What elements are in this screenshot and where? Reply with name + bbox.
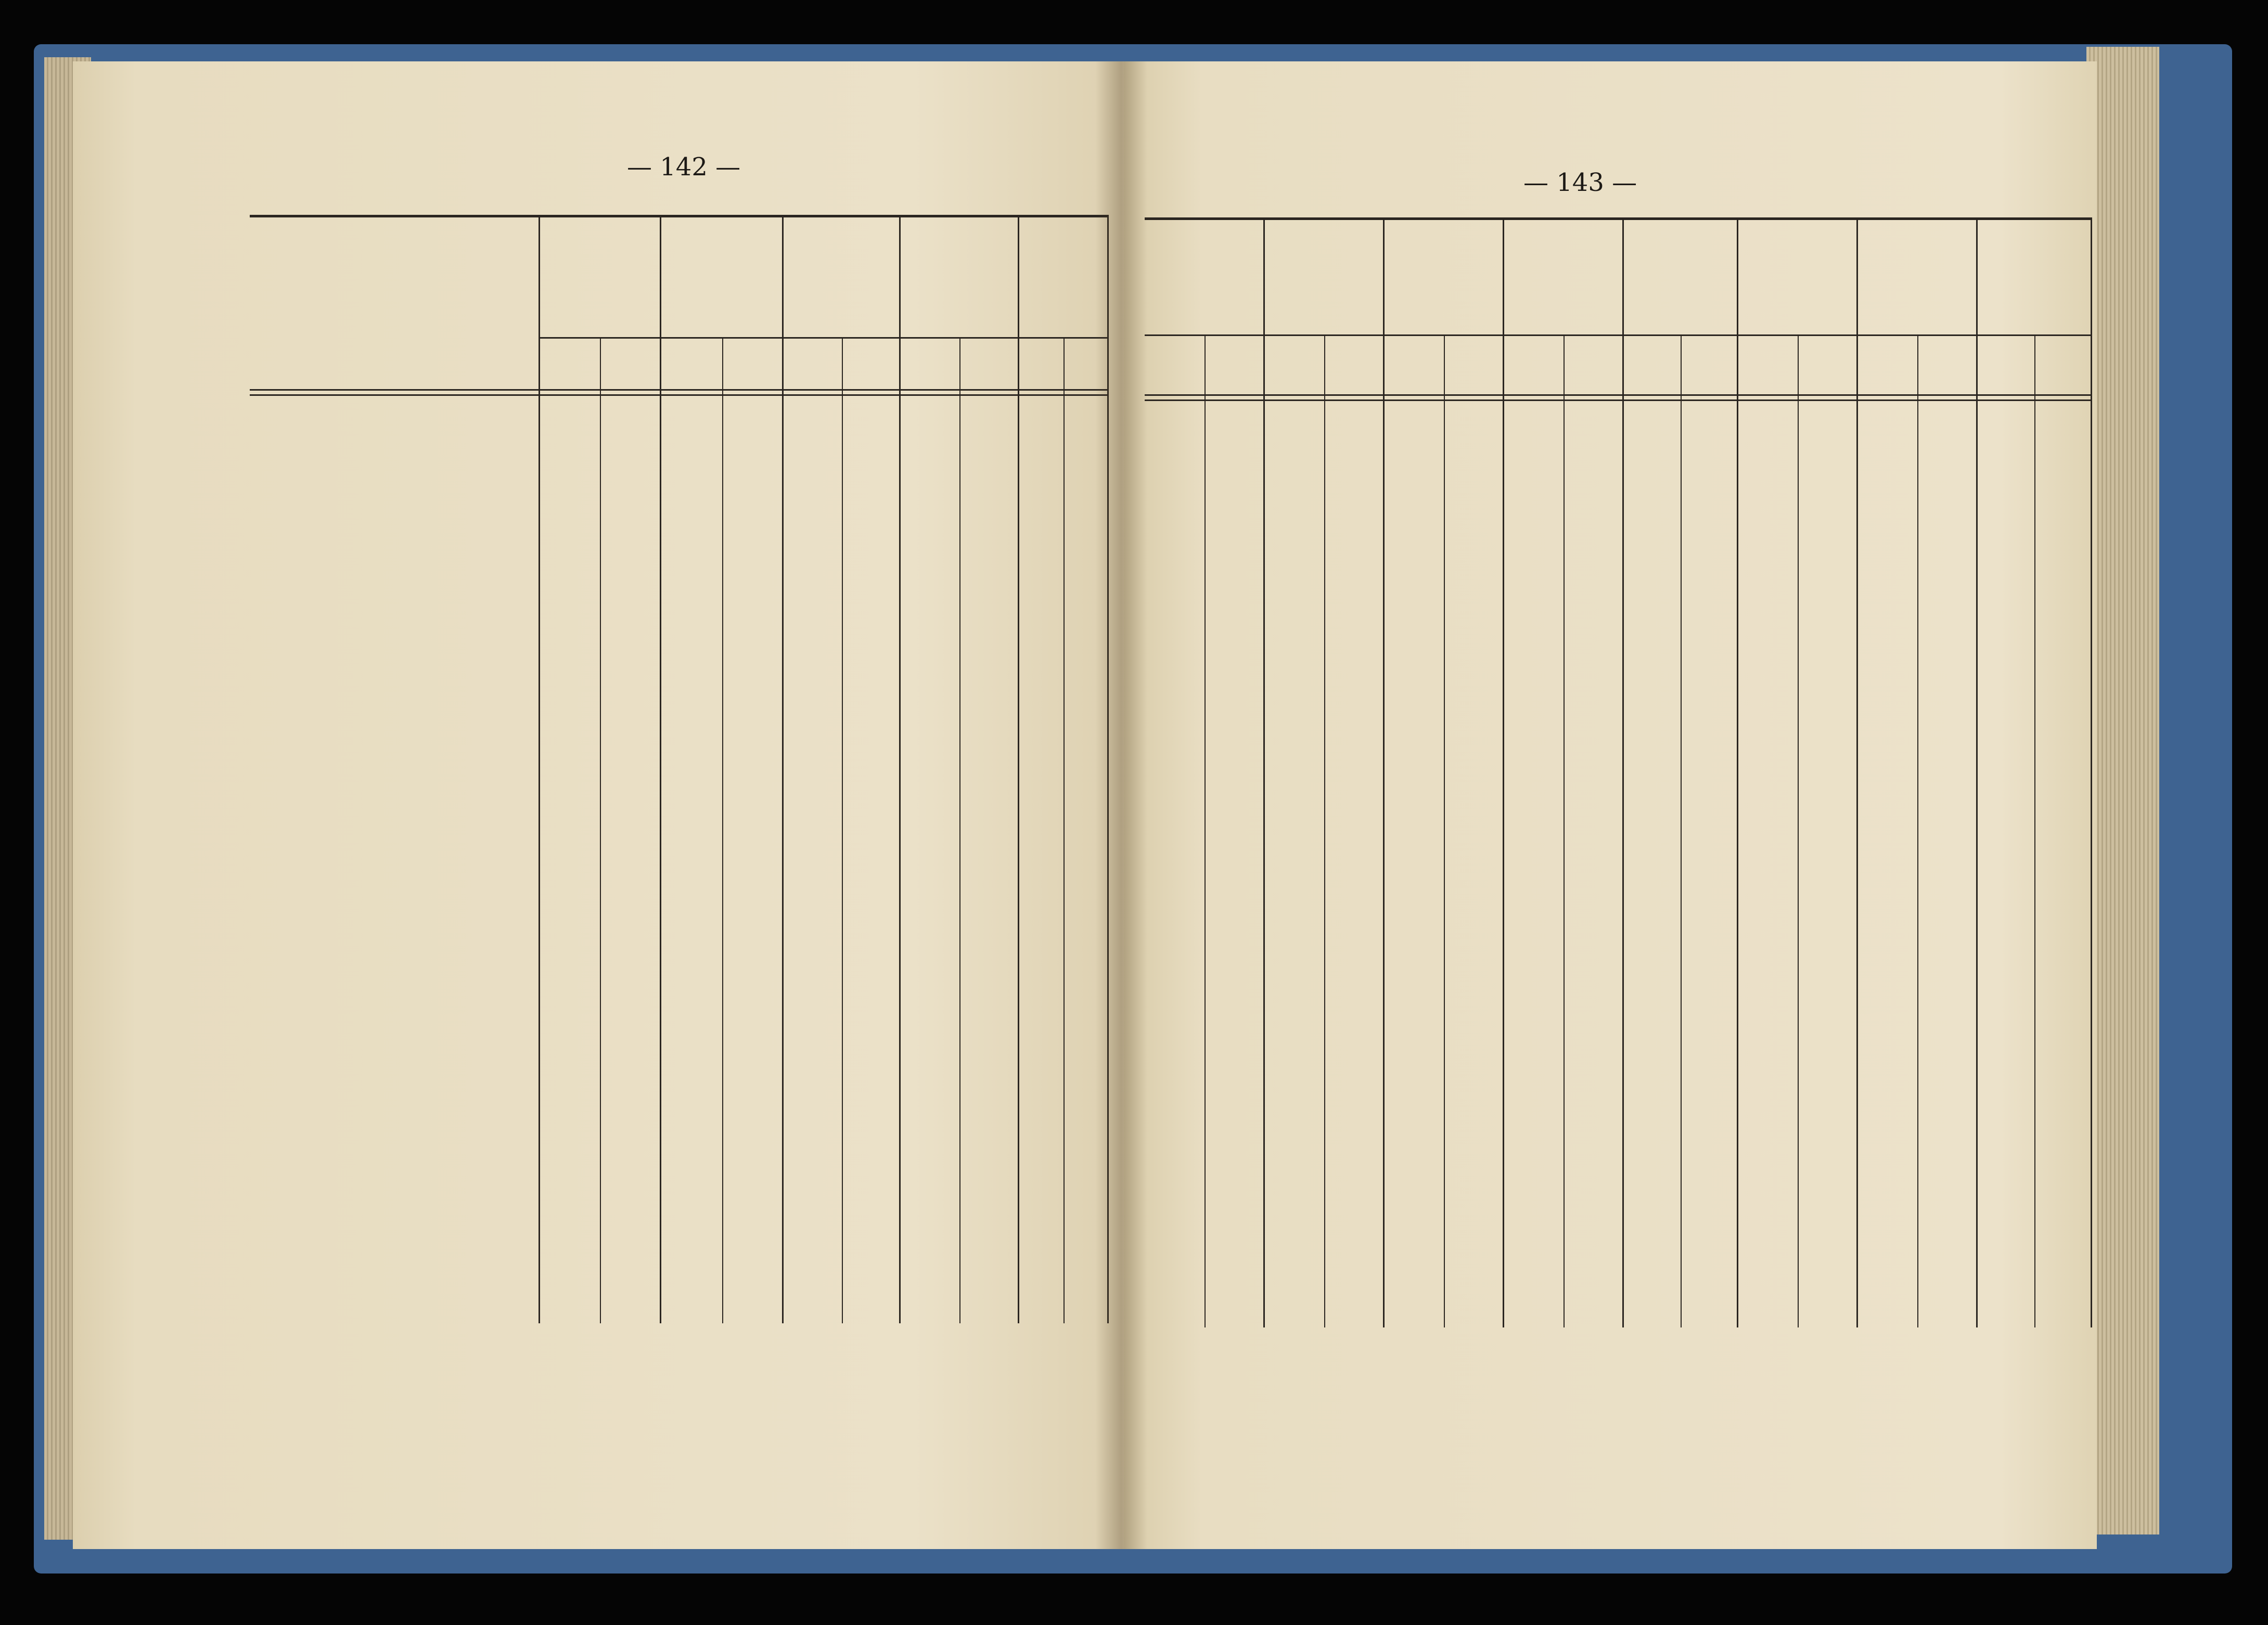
subcolumn-divider [1798,334,1799,1327]
subcolumn-divider [1324,334,1325,1327]
disease-column-divider [660,215,661,1323]
disease-column-divider [2091,217,2092,1327]
place-column-divider [539,215,540,1323]
disease-column-divider [899,215,901,1323]
disease-column-divider [782,215,784,1323]
disease-column-header [681,223,764,337]
subcolumn-divider [1063,337,1065,1323]
page-number: — 143 — [1523,168,1637,197]
disease-column-divider [1737,217,1738,1327]
disease-column-header [918,223,1001,337]
subheader-rule [539,337,1108,339]
right-page [1124,61,2097,1549]
disease-column-divider [1263,217,1265,1327]
left-page [73,61,1124,1549]
header-rule [1145,394,2092,396]
disease-column-header [1985,217,2084,332]
disease-column-header [1155,217,1254,332]
disease-column-header [558,223,642,337]
disease-column-header [1631,217,1730,332]
subcolumn-divider [1205,334,1206,1327]
disease-column-divider [1856,217,1858,1327]
disease-column-header [1514,217,1613,332]
subcolumn-divider [1564,334,1565,1327]
table-top-rule [250,215,1108,217]
subcolumn-divider [1444,334,1445,1327]
subcolumn-divider [722,337,723,1323]
book-gutter [1095,61,1147,1549]
subheader-rule [1145,334,2092,336]
subcolumn-divider [959,337,960,1323]
right-page-edges [2086,47,2159,1534]
disease-column-header [1394,217,1493,332]
subcolumn-divider [842,337,843,1323]
header-rule [250,389,1108,391]
disease-column-divider [1622,217,1624,1327]
subcolumn-divider [1917,334,1918,1327]
page-number: — 142 — [627,152,741,182]
disease-column-divider [1383,217,1385,1327]
disease-column-divider [1018,215,1019,1323]
disease-column-header [1022,223,1105,337]
disease-column-divider [1503,217,1504,1327]
subcolumn-divider [600,337,601,1323]
disease-column-header [800,223,883,337]
header-rule [250,394,1108,396]
subcolumn-divider [1681,334,1682,1327]
subcolumn-divider [2034,334,2035,1327]
header-rule [1145,399,2092,401]
disease-column-header [1868,217,1967,332]
disease-column-header [1748,217,1847,332]
disease-column-divider [1976,217,1978,1327]
disease-column-header [1275,217,1374,332]
